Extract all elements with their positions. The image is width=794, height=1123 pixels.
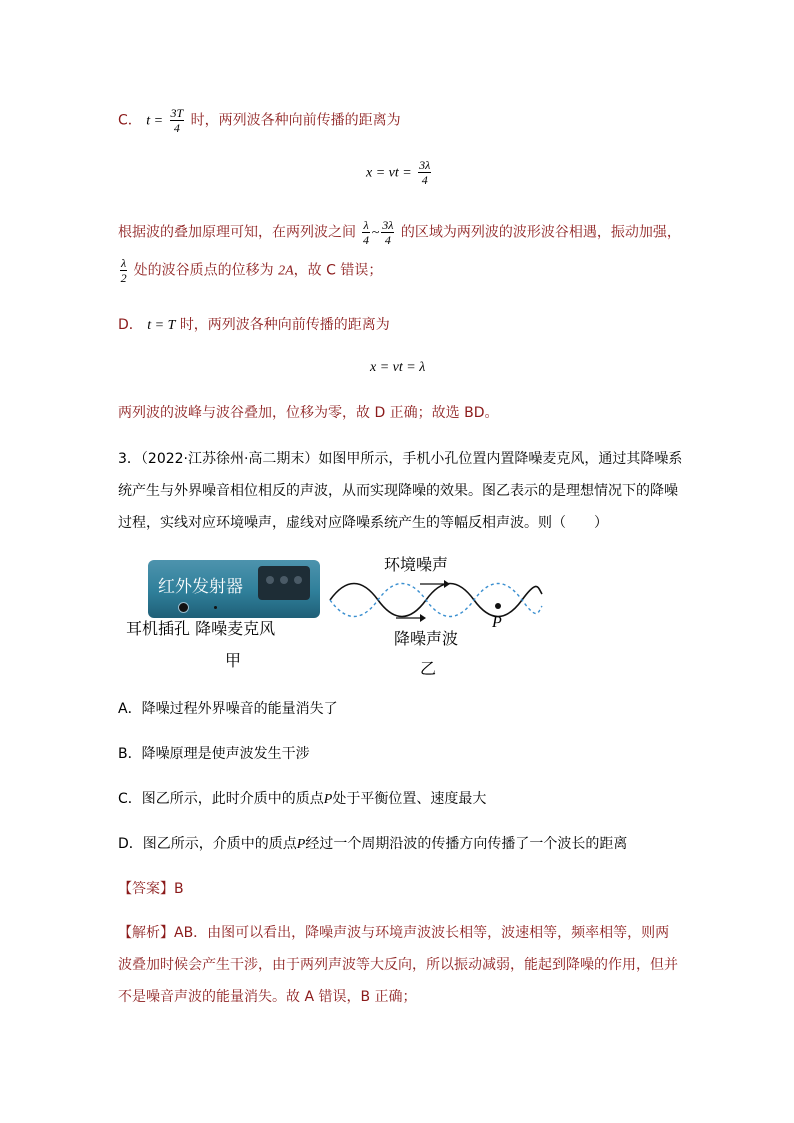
ambient-noise-label: 环境噪声 (384, 555, 449, 574)
point-p-label: P (492, 614, 502, 631)
analysis-tag: 【解析】 (118, 925, 174, 941)
conclusion-text: 两列波的波峰与波谷叠加，位移为零，故 D 正确；故选 BD。 (118, 405, 499, 421)
option-c-text-b: 处于平衡位置、速度最大 (332, 791, 487, 807)
superposition-paragraph (118, 218, 681, 247)
fraction-denominator: 2 (120, 271, 127, 285)
equation-lhs: x = vt = (366, 165, 412, 181)
fraction-3t-4 (170, 106, 185, 135)
option-c (118, 788, 486, 808)
option-c-prefix: C． (118, 112, 142, 129)
option-c-line (118, 106, 401, 135)
time-variable: t = T (147, 318, 176, 333)
displacement-value: 2A (278, 263, 294, 279)
option-c-text-a: C．图乙所示，此时介质中的质点 (118, 791, 324, 807)
option-c-text: 时，两列波各种向前传播的距离为 (190, 112, 401, 129)
option-d-text-b: 经过一个周期沿波的传播方向传播了一个波长的距离 (305, 836, 628, 852)
point-p-variable: P (323, 792, 333, 807)
fraction-numerator: λ (363, 218, 369, 232)
camera-module (258, 566, 310, 600)
headphone-jack-icon (178, 602, 189, 613)
paragraph-text-a: 根据波的叠加原理可知，在两列波之间 (118, 224, 356, 241)
figure-a-caption: 耳机插孔 降噪麦克风 (126, 619, 276, 638)
point-p-variable: P (296, 837, 306, 852)
analysis-line-2: 波叠加时候会产生干涉，由于两列声波等大反向，所以振动减弱，能起到降噪的作用，但并 (118, 957, 678, 973)
option-a: A．降噪过程外界噪音的能量消失了 (118, 701, 338, 717)
fraction-3lambda-4 (418, 158, 431, 187)
fraction-denominator: 4 (363, 233, 370, 247)
noise-cancel-label: 降噪声波 (394, 629, 459, 648)
option-b: B．降噪原理是使声波发生干涉 (118, 746, 310, 762)
option-d-text: 时，两列波各种向前传播的距离为 (179, 317, 390, 333)
fraction-numerator: λ (121, 256, 127, 270)
time-variable: t = (146, 113, 164, 129)
paragraph-text-a: 处的波谷质点的位移为 (133, 262, 274, 279)
question-line-2: 统产生与外界噪音相位相反的声波，从而实现降噪的效果。图乙表示的是理想情况下的降噪 (118, 483, 678, 499)
fraction-3lambda-4b (381, 218, 394, 247)
option-d (118, 833, 627, 853)
fraction-denominator: 4 (384, 233, 391, 247)
equation-distance-1 (366, 158, 433, 187)
top-arrow-icon (444, 580, 450, 588)
paragraph-text-b: 的区域为两列波的波形波谷相遇，振动加强， (400, 224, 681, 241)
fraction-lambda-4 (362, 218, 369, 247)
figure-b-label: 乙 (420, 659, 437, 678)
question-line-1: 3．（2022·江苏徐州·高二期末）如图甲所示，手机小孔位置内置降噪麦克风，通过其降噪系 (118, 451, 683, 467)
fraction-numerator: 3λ (419, 158, 431, 172)
analysis-line-3: 不是噪音声波的能量消失。故 A 错误，B 正确； (118, 989, 417, 1005)
figure-a-label: 甲 (225, 651, 242, 670)
fraction-lambda-2 (120, 256, 127, 285)
displacement-paragraph (118, 256, 382, 285)
fraction-numerator: 3λ (382, 218, 394, 232)
fraction-numerator: 3T (170, 106, 184, 120)
analysis-line-1 (118, 923, 669, 943)
point-p-marker (495, 603, 501, 609)
option-d-line (118, 314, 390, 334)
equation-distance-2: x = vt = λ (370, 360, 426, 375)
ir-emitter-label: 红外发射器 (158, 577, 243, 597)
answer-value: B (174, 881, 184, 897)
option-d-text-a: D．图乙所示，介质中的质点 (118, 836, 297, 852)
analysis-text-1: AB．由图可以看出，降噪声波与环境声波波长相等，波速相等，频率相等，则两 (174, 925, 670, 941)
fraction-denominator: 4 (173, 121, 180, 135)
paragraph-text-b: ，故 C 错误； (293, 262, 383, 279)
tilde-symbol: ~ (371, 225, 380, 241)
question-line-3: 过程，实线对应环境噪声，虚线对应降噪系统产生的等幅反相声波。则（ ） (118, 515, 608, 531)
answer-tag: 【答案】 (118, 881, 174, 897)
microphone-hole-icon (214, 606, 217, 609)
answer-line (118, 878, 184, 898)
bottom-arrow-icon (420, 614, 426, 622)
phone-image (148, 560, 320, 618)
fraction-denominator: 4 (421, 173, 428, 187)
option-d-prefix: D． (118, 317, 143, 333)
